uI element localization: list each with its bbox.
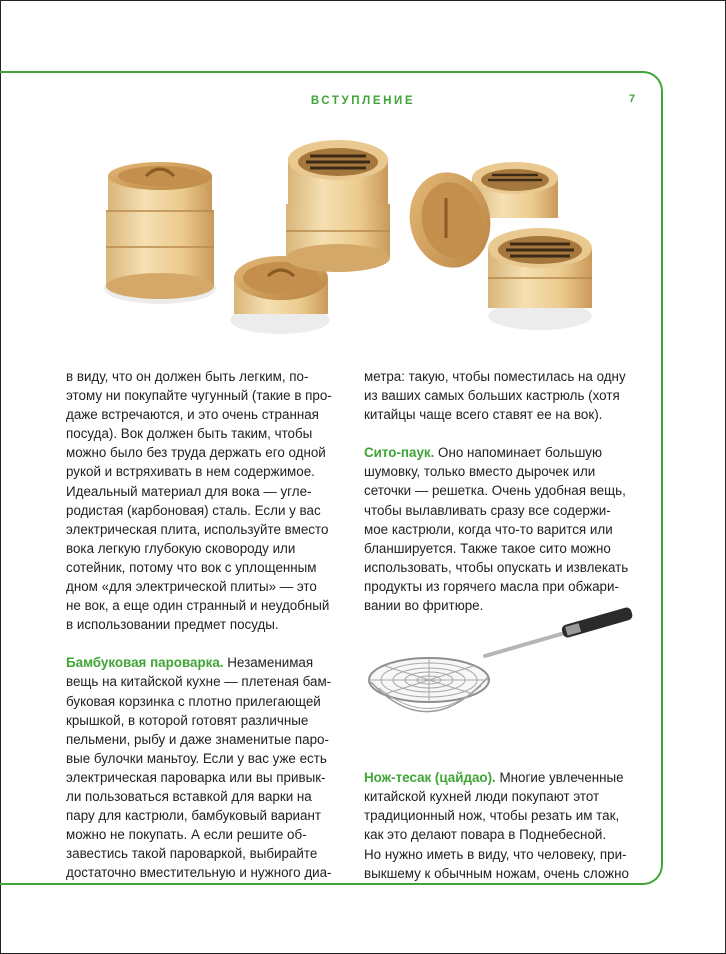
paragraph-cleaver: Нож-тесак (цайдао). Многие увлеченные китайской кухней люди покупают этот традиционный нож, чтобы резать им так, как это делают повара в Поднебесной. Но нужно иметь в виду, что человеку, при- выкшему к обычным ножам, очень сложно [364,770,629,881]
steamer-stack-middle [230,140,390,334]
bamboo-steamers-photo [100,128,600,350]
page-number: 7 [629,93,636,105]
steamer-stack-right [401,162,592,330]
paragraph-steamer-continued: метра: такую, чтобы поместилась на одну из ваших самых больших кастрюль (хотя китайцы чаще всего ставят ее на вок). [364,369,626,423]
term-bamboo-steamer: Бамбуковая пароварка. [66,655,224,671]
term-spider-strainer: Сито-паук. [364,445,435,461]
paragraph-wok-continued: в виду, что он должен быть легким, по- этому ни покупайте чугунный (такие в про- даже встречаются, и это очень странная посуда). Вок должен быть таким, чтобы можно было без труда держать его одной рукой и встряхивать в нем содержимое. Идеальный материал для вока — угле- родистая (карбоновая) сталь. Если у вас электрическая плита, используйте вместо вока легкую глубокую сковороду или сотейник, потому что вок с уплощенным дном «для электрической плиты» — это не вок, а еще один странный и неудобный в использовании предмет посуды. [66,369,332,633]
term-cleaver: Нож-тесак (цайдао). [364,770,496,786]
paragraph-spider-strainer: Сито-паук. Оно напоминает большую шумовку, только вместо дырочек или сеточки — решетка. Очень удобная вещь, чтобы вылавливать сразу все содержи- мое кастрюли, когда что-то варится или бланшируется. Также такое сито можно использовать, чтобы опускать и извлекать продукты из горячего масла при обжари- вании во фритюре. [364,445,629,614]
steamer-stack-left [104,162,216,304]
running-head: ВСТУПЛЕНИЕ [310,95,416,107]
right-column [364,367,642,883]
left-column [66,367,338,882]
paragraph-bamboo-steamer: Бамбуковая пароварка. Незаменимая вещь на китайской кухне — плетеная бам- буковая корзинка с плотно прилегающей крышкой, в которой готовят различные пельмени, рыбу и даже знаменитые паро- вые булочки маньтоу. Если у вас уже есть электрическая пароварка или вы привык- ли пользоваться вставкой для варки на пару для кастрюли, бамбуковый вариант можно не покупать. А если решите об- завестись такой пароваркой, выбирайте достаточно вместительную и нужного диа- [66,655,332,881]
page-frame-top-left [0,71,8,73]
